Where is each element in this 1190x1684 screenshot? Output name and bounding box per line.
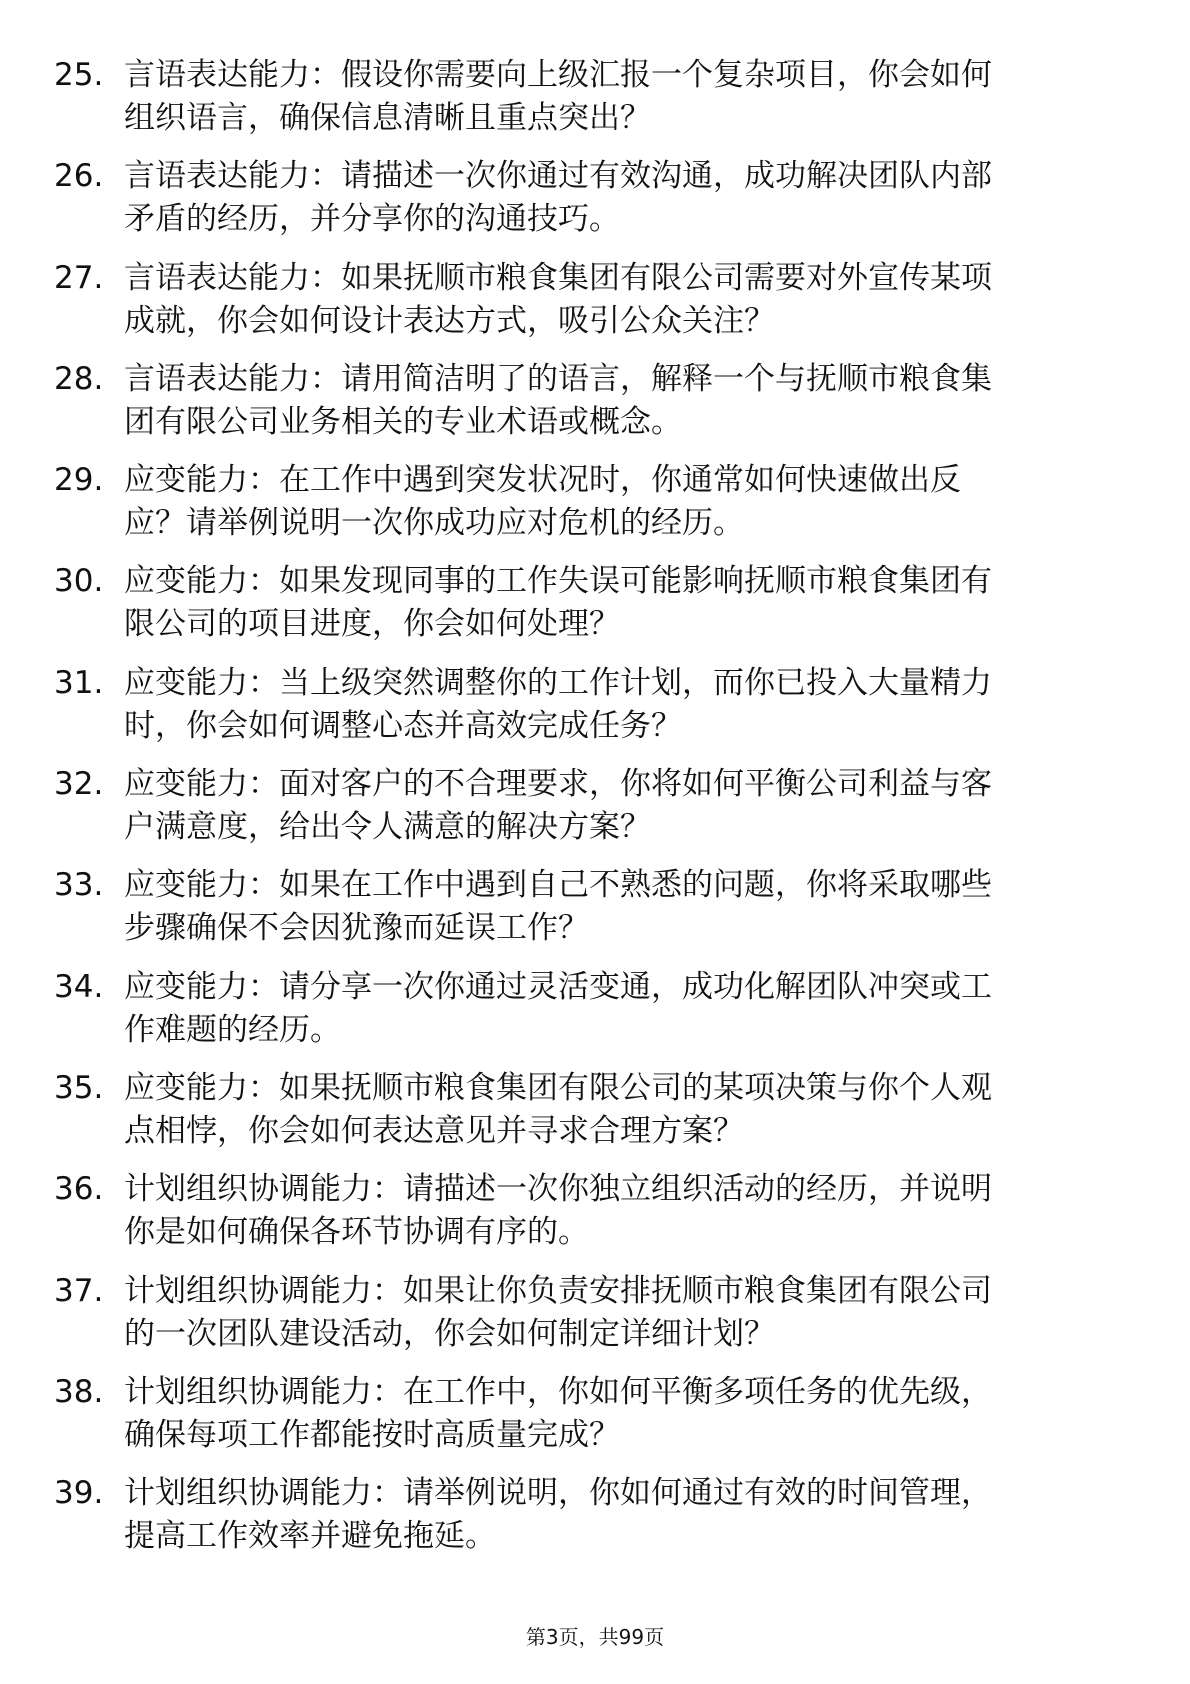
list-item [0,850,1190,951]
question-number: 38. [54,1373,104,1410]
list-item [0,344,1190,445]
list-item [0,648,1190,749]
question-number: 26. [54,158,104,195]
question-text-line-1: 计划组织协调能力：请举例说明，你如何通过有效的时间管理， [124,1475,992,1512]
question-text-line-2: 团有限公司业务相关的专业术语或概念。 [124,403,682,440]
question-text-line-2: 作难题的经历。 [124,1011,341,1048]
question-number: 34. [54,968,104,1005]
list-item [0,952,1190,1053]
question-text-line-1: 计划组织协调能力：如果让你负责安排抚顺市粮食集团有限公司 [124,1272,992,1309]
question-number: 28. [54,360,104,397]
question-text-line-2: 提高工作效率并避免拖延。 [124,1518,496,1555]
question-number: 27. [54,259,104,296]
question-list [0,40,1190,1559]
question-number: 37. [54,1272,104,1309]
question-text-line-1: 言语表达能力：请用简洁明了的语言，解释一个与抚顺市粮食集 [124,360,992,397]
question-number: 35. [54,1069,104,1106]
list-item [0,1053,1190,1154]
list-item [0,445,1190,546]
question-number: 33. [54,867,104,904]
question-text-line-2: 限公司的项目进度，你会如何处理？ [124,606,620,643]
question-number: 39. [54,1475,104,1512]
list-item [0,1256,1190,1357]
question-text-line-1: 应变能力：请分享一次你通过灵活变通，成功化解团队冲突或工 [124,968,992,1005]
question-text-line-1: 应变能力：如果发现同事的工作失误可能影响抚顺市粮食集团有 [124,563,992,600]
question-number: 32. [54,766,104,803]
page-footer: 第3页，共99页 [525,1625,665,1649]
question-text-line-2: 户满意度，给出令人满意的解决方案？ [124,809,651,846]
question-text-line-2: 时，你会如何调整心态并高效完成任务？ [124,707,682,744]
list-item [0,1357,1190,1458]
question-text-line-2: 矛盾的经历，并分享你的沟通技巧。 [124,201,620,238]
list-item [0,1458,1190,1559]
list-item [0,243,1190,344]
question-text-line-1: 言语表达能力：请描述一次你通过有效沟通，成功解决团队内部 [124,158,992,195]
question-text-line-2: 你是如何确保各环节协调有序的。 [124,1214,589,1251]
question-text-line-1: 计划组织协调能力：请描述一次你独立组织活动的经历，并说明 [124,1171,992,1208]
question-text-line-2: 成就，你会如何设计表达方式，吸引公众关注？ [124,302,775,339]
question-number: 31. [54,664,104,701]
question-text-line-2: 点相悖，你会如何表达意见并寻求合理方案？ [124,1112,744,1149]
list-item [0,141,1190,242]
question-text-line-2: 组织语言，确保信息清晰且重点突出？ [124,100,651,136]
question-text-line-2: 步骤确保不会因犹豫而延误工作？ [124,910,589,947]
question-text-line-1: 言语表达能力：假设你需要向上级汇报一个复杂项目，你会如何 [124,57,992,93]
question-number: 30. [54,563,104,600]
question-text-line-2: 的一次团队建设活动，你会如何制定详细计划？ [124,1315,775,1352]
list-item [0,1154,1190,1255]
question-text-line-1: 应变能力：如果抚顺市粮食集团有限公司的某项决策与你个人观 [124,1069,992,1106]
question-text-line-1: 应变能力：面对客户的不合理要求，你将如何平衡公司利益与客 [124,766,992,803]
question-text-line-1: 言语表达能力：如果抚顺市粮食集团有限公司需要对外宣传某项 [124,259,992,296]
question-number: 29. [54,462,104,499]
list-item [0,546,1190,647]
question-text-line-2: 应？请举例说明一次你成功应对危机的经历。 [124,505,744,542]
question-number: 36. [54,1171,104,1208]
question-text-line-1: 应变能力：如果在工作中遇到自己不熟悉的问题，你将采取哪些 [124,867,992,904]
question-text-line-1: 应变能力：当上级突然调整你的工作计划，而你已投入大量精力 [124,664,992,701]
question-text-line-1: 计划组织协调能力：在工作中，你如何平衡多项任务的优先级， [124,1373,992,1410]
question-number: 25. [54,57,104,93]
list-item [0,749,1190,850]
question-text-line-1: 应变能力：在工作中遇到突发状况时，你通常如何快速做出反 [124,462,961,499]
question-text-line-2: 确保每项工作都能按时高质量完成？ [124,1416,620,1453]
list-item [0,40,1190,141]
